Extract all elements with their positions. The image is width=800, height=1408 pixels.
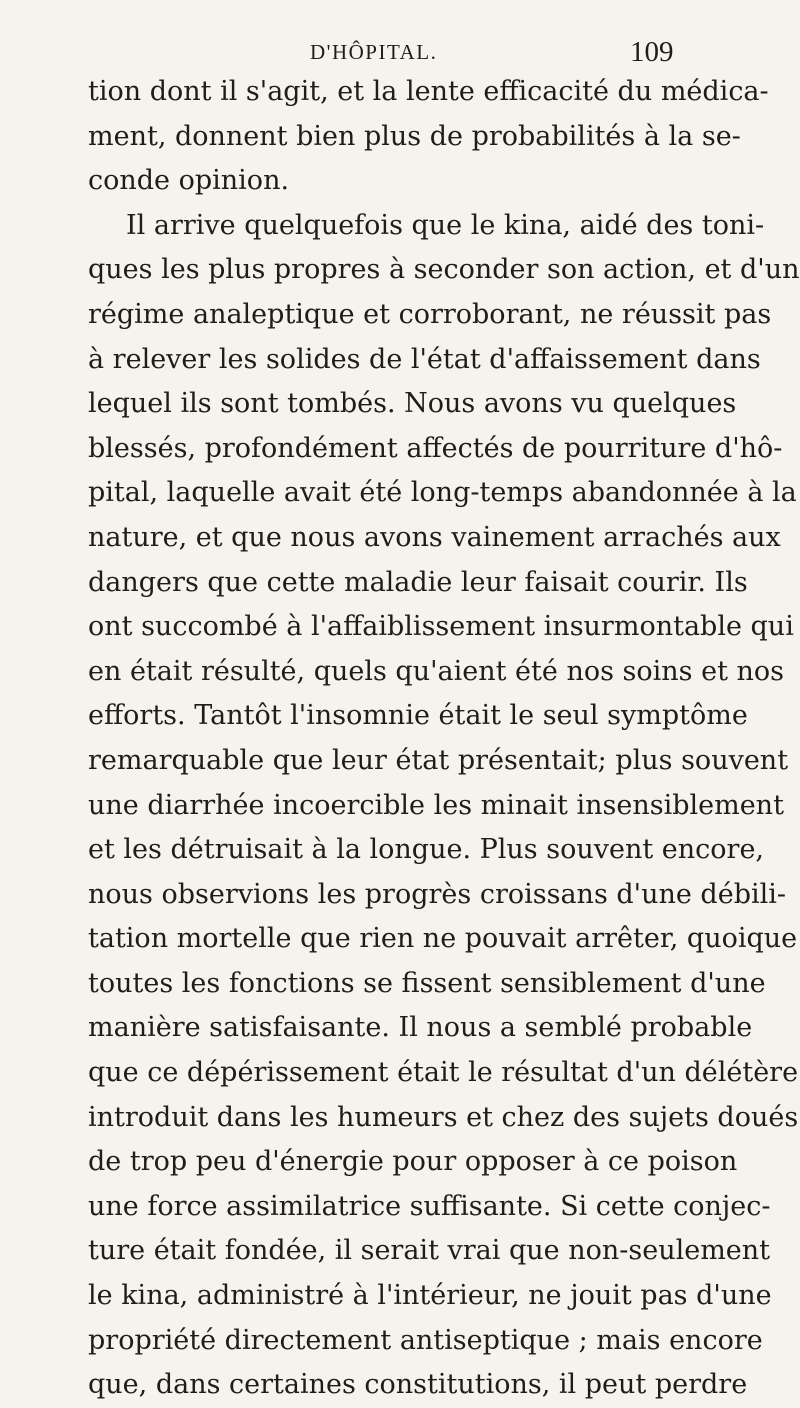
text-line: et les détruisait à la longue. Plus souvent encore, [88,834,765,866]
text-line: ment, donnent bien plus de probabilités à la se- [88,120,741,152]
text-line: introduit dans les humeurs et chez des sujets doués [88,1101,799,1133]
text-line: blessés, profondément affectés de pourriture d'hô- [88,432,783,464]
text-line: régime analeptique et corroborant, ne réussit pas [88,298,772,330]
text-line: de trop peu d'énergie pour opposer à ce poison [88,1146,738,1178]
text-line: tion dont il s'agit, et la lente efficacité du médica- [88,76,769,107]
text-line: ques les plus propres à seconder son action, et d'un [88,254,800,286]
text-line: en était résulté, quels qu'aient été nos soins et nos [88,655,785,687]
text-line: tation mortelle que rien ne pouvait arrêter, quoique [88,923,798,955]
text-line: que, dans certaines constitutions, il peut perdre [88,1369,748,1401]
text-line: manière satisfaisante. Il nous a semblé probable [88,1012,753,1044]
text-line: nous observions les progrès croissans d'une débili- [88,878,787,910]
text-line: le kina, administré à l'intérieur, ne jouit pas d'une [88,1280,772,1312]
text-line: dangers que cette maladie leur faisait courir. Ils [88,566,748,598]
text-line: à relever les solides de l'état d'affaissement dans [88,343,761,375]
text-line: ont succombé à l'affaiblissement insurmontable qui [88,611,794,643]
text-line: que ce dépérissement était le résultat d'un délétère [88,1057,799,1089]
text-line: conde opinion. [88,165,290,197]
text-line: efforts. Tantôt l'insomnie était le seul symptôme [88,700,748,732]
text-line: Il arrive quelquefois que le kina, aidé des toni- [126,209,765,241]
running-head: D'HÔPITAL. [310,40,438,64]
body-text [88,70,800,1408]
text-line: propriété directement antiseptique ; mais encore [88,1324,763,1356]
text-line: ture était fondée, il serait vrai que non-seulement [88,1235,771,1267]
page-number: 109 [630,36,674,68]
text-line: pital, laquelle avait été long-temps abandonnée à la [88,477,797,509]
text-line: lequel ils sont tombés. Nous avons vu quelques [88,388,737,420]
text-line: nature, et que nous avons vainement arrachés aux [88,521,781,553]
text-line: remarquable que leur état présentait; plus souvent [88,744,789,776]
text-line: une force assimilatrice suffisante. Si cette conjec- [88,1190,771,1222]
text-line: toutes les fonctions se fissent sensiblement d'une [88,967,766,999]
text-line: une diarrhée incoercible les minait insensiblement [88,789,784,821]
